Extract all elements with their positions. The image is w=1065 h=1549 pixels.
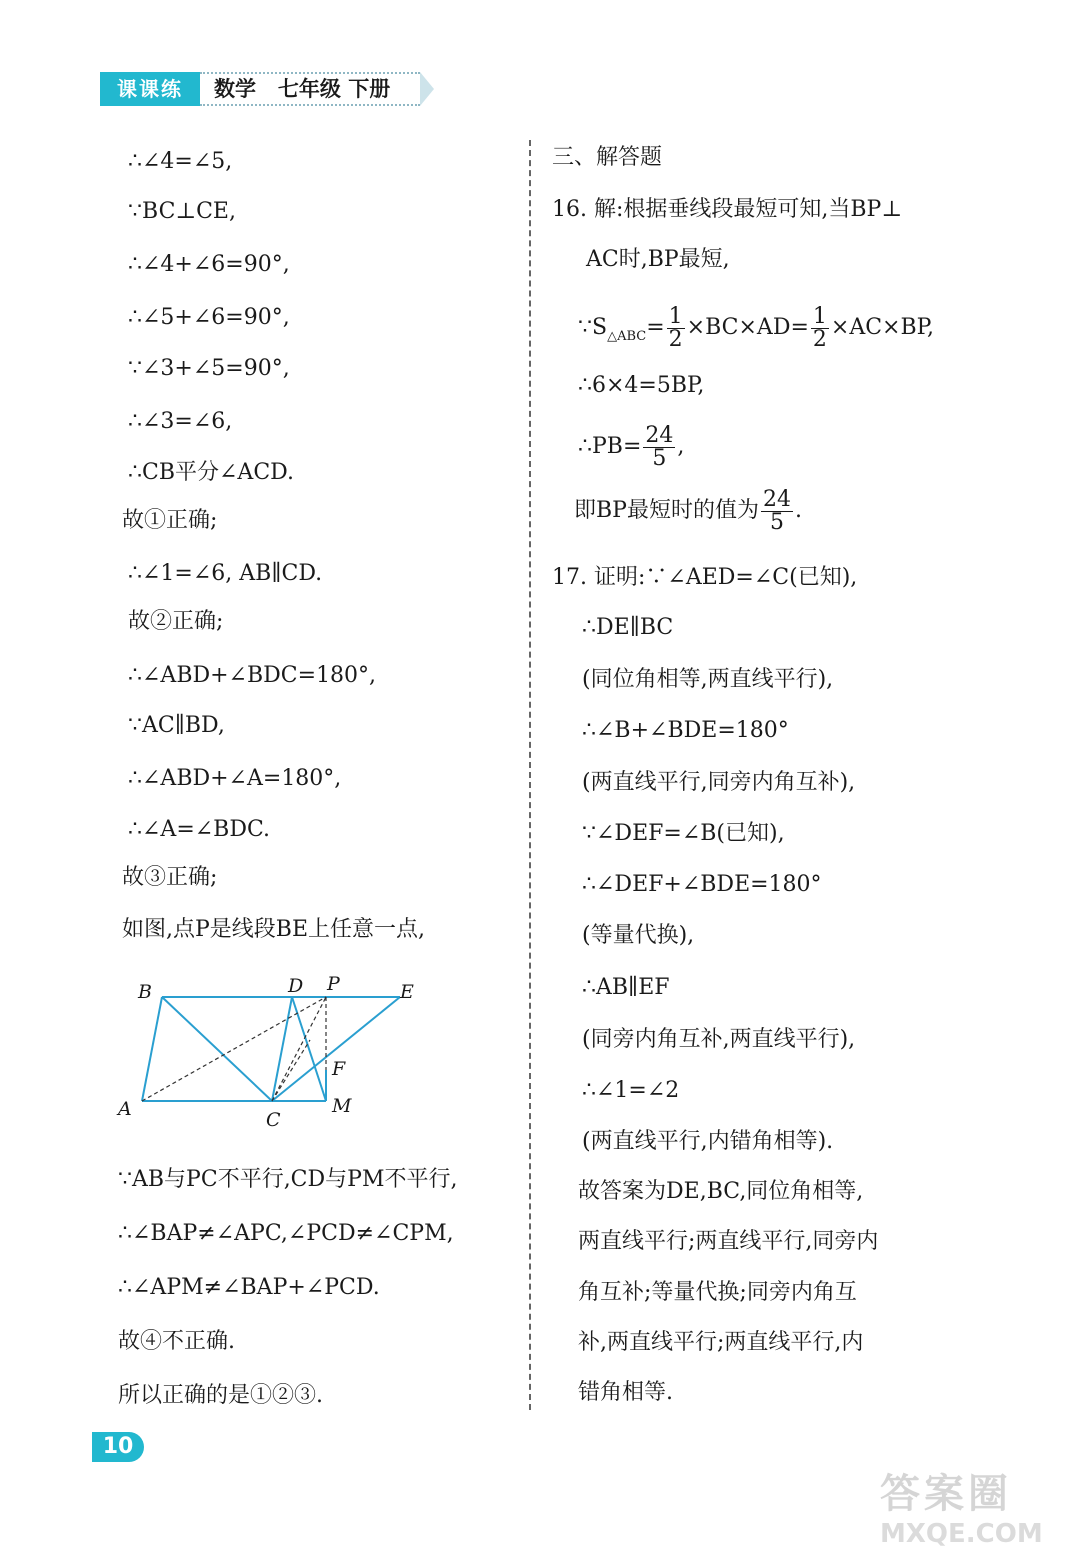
fraction-half: $\frac{1}{2}$ (668, 303, 683, 352)
left-line: ∴∠APM≠∠BAP+∠PCD. (118, 1275, 380, 1300)
left-line: 故②正确; (128, 609, 224, 634)
q17-line: ∴∠1=∠2 (582, 1078, 680, 1103)
q16-line: ∴6×4=5BP, (578, 373, 705, 398)
label-F: F (332, 1058, 346, 1080)
left-line: ∴∠BAP≠∠APC,∠PCD≠∠CPM, (118, 1221, 454, 1246)
q16-line: 16. 解:根据垂线段最短可知,当BP⊥ (552, 197, 903, 222)
left-line: ∵∠3+∠5=90°, (128, 356, 290, 381)
label-E: E (400, 981, 414, 1003)
q17-line: 17. 证明:∵∠AED=∠C(已知), (552, 565, 858, 590)
left-line: ∴∠A=∠BDC. (128, 817, 271, 842)
left-line: ∴∠5+∠6=90°, (128, 305, 290, 330)
left-line: 所以正确的是①②③. (118, 1383, 323, 1408)
header-arrow-decoration (420, 72, 434, 106)
left-line: ∵AB与PC不平行,CD与PM不平行, (118, 1167, 458, 1192)
q17-line: ∴AB∥EF (582, 975, 670, 1000)
q17-line: ∴∠DEF+∠BDE=180° (582, 872, 822, 897)
segment-BC (162, 997, 272, 1101)
left-line: ∴∠1=∠6, AB∥CD. (128, 561, 323, 586)
segment-CE (272, 997, 400, 1101)
label-C: C (266, 1109, 281, 1131)
watermark: 答案圈 MXQE.COM (880, 1471, 1043, 1549)
label-A: A (118, 1098, 132, 1120)
geometry-figure (110, 968, 440, 1138)
label-M: M (332, 1095, 352, 1117)
q17-line: (两直线平行,内错角相等). (582, 1129, 834, 1154)
q16-line: AC时,BP最短, (586, 247, 730, 272)
q17-line: ∵∠DEF=∠B(已知), (582, 821, 785, 846)
q17-line: (同旁内角互补,两直线平行), (582, 1027, 856, 1052)
q17-line: (两直线平行,同旁内角互补), (582, 770, 856, 795)
label-P: P (327, 973, 340, 995)
left-line: ∴∠ABD+∠BDC=180°, (128, 663, 377, 688)
q17-line: 错角相等. (578, 1380, 673, 1405)
left-line: 故④不正确. (118, 1329, 235, 1354)
q16-conclusion: 即BP最短时的值为 $\frac{24}{5}$ . (574, 486, 802, 535)
subject-grade-title: 数学 七年级 下册 (200, 72, 420, 106)
q17-line: ∴∠B+∠BDE=180° (582, 718, 789, 743)
q17-line: 两直线平行;两直线平行,同旁内 (578, 1229, 879, 1254)
left-line: 故③正确; (122, 865, 218, 890)
q17-line: ∴DE∥BC (582, 615, 674, 640)
left-line: ∴∠3=∠6, (128, 409, 233, 434)
q17-line: 故答案为DE,BC,同位角相等, (578, 1179, 864, 1204)
fraction-half: $\frac{1}{2}$ (812, 303, 827, 352)
left-line: ∴∠4+∠6=90°, (128, 252, 290, 277)
q17-line: 补,两直线平行;两直线平行,内 (578, 1330, 864, 1355)
segment-DC (272, 997, 292, 1101)
left-line: ∵BC⊥CE, (128, 199, 236, 224)
page-number: 10 (92, 1432, 144, 1462)
left-line: ∴∠4=∠5, (128, 149, 233, 174)
q17-line: 角互补;等量代换;同旁内角互 (578, 1280, 857, 1305)
column-divider (529, 140, 531, 1410)
q16-pb-equation: ∴PB= $\frac{24}{5}$ , (578, 422, 685, 471)
segment-AB (142, 997, 162, 1101)
q17-line: (等量代换), (582, 923, 695, 948)
label-D: D (288, 975, 304, 997)
fraction-24-5: $\frac{24}{5}$ (645, 422, 674, 471)
dashed-PC (272, 997, 326, 1101)
fraction-24-5: $\frac{24}{5}$ (762, 486, 791, 535)
left-line: ∴CB平分∠ACD. (128, 460, 294, 485)
q17-line: (同位角相等,两直线平行), (582, 667, 834, 692)
left-line: 如图,点P是线段BE上任意一点, (122, 917, 426, 942)
series-badge: 课课练 (100, 72, 200, 106)
label-B: B (138, 981, 152, 1003)
q16-area-equation: $\because S_{\triangle ABC}=$ $\frac{1}{2}$ ×BC×AD= $\frac{1}{2}$ ×AC×BP, (578, 303, 934, 352)
left-line: ∵AC∥BD, (128, 713, 225, 738)
left-line: ∴∠ABD+∠A=180°, (128, 766, 342, 791)
left-line: 故①正确; (122, 508, 218, 533)
section-heading: 三、解答题 (552, 145, 663, 170)
segment-DM (292, 997, 326, 1101)
